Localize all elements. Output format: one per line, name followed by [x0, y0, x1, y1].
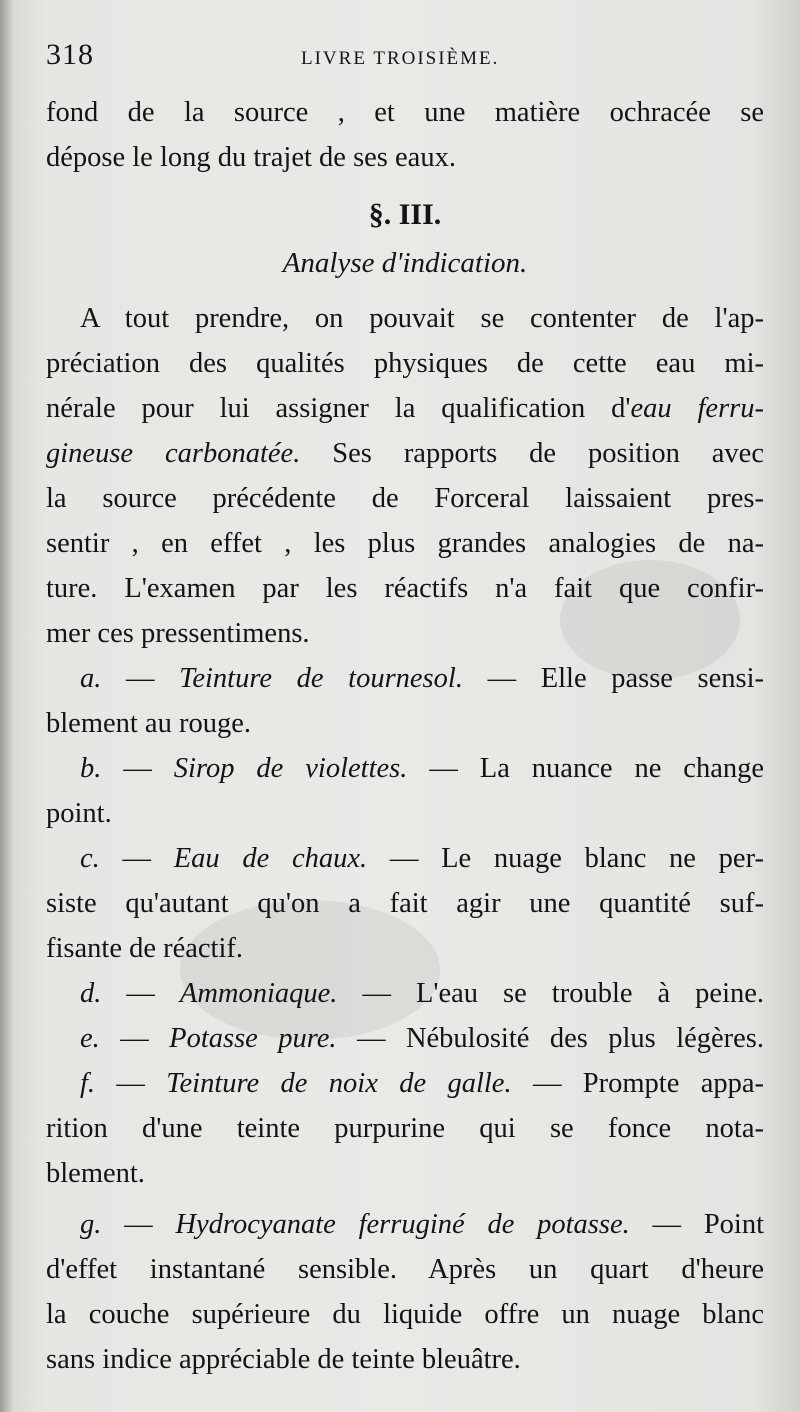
text-line: point. — [46, 798, 112, 829]
binding-shadow — [0, 0, 14, 1412]
reaction-result: Prompte appa- — [582, 1068, 765, 1099]
text-line: sentir , en effet , les plus grandes analogies de na- — [46, 528, 764, 559]
reaction-result: Elle passe sensi- — [540, 663, 765, 694]
page-body — [46, 90, 764, 1382]
text-line: sans indice appréciable de teinte bleuâtre. — [46, 1344, 521, 1375]
item-letter: f. — [80, 1068, 96, 1099]
item-letter: d. — [80, 978, 102, 1009]
text-line: la source précédente de Forceral laissaient pres- — [46, 483, 764, 514]
reagent-name: Hydrocyanate ferruginé de potasse. — [175, 1209, 630, 1240]
reagent-name: Eau de chaux. — [173, 843, 368, 874]
text-line — [46, 836, 764, 881]
reagent-name: Ammoniaque. — [179, 978, 338, 1009]
reaction-result: La nuance ne change — [479, 753, 764, 784]
text-line: dépose le long du trajet de ses eaux. — [46, 142, 456, 173]
reaction-result: Point — [703, 1209, 764, 1240]
reaction-result: Le nuage blanc ne per- — [441, 843, 764, 874]
item-letter: c. — [80, 843, 100, 874]
reaction-item-b — [46, 746, 764, 836]
text-line: siste qu'autant qu'on a fait agir une quantité suf- — [46, 888, 764, 919]
text-line — [46, 431, 764, 476]
text-line — [46, 1016, 764, 1061]
dash: — — [122, 843, 151, 874]
reagent-name: Sirop de violettes. — [173, 753, 408, 784]
dash: — — [126, 978, 155, 1009]
text-line — [46, 1202, 764, 1247]
dash: — — [357, 1023, 386, 1054]
text-line: blement au rouge. — [46, 708, 251, 739]
dash: — — [652, 1209, 682, 1240]
text-line: d'effet instantané sensible. Après un quart d'heure — [46, 1254, 764, 1285]
text-line: préciation des qualités physiques de cette eau mi- — [46, 348, 764, 379]
reaction-item-c — [46, 836, 764, 971]
reaction-item-d — [46, 971, 764, 1016]
text-line: blement. — [46, 1158, 145, 1189]
dash: — — [120, 1023, 149, 1054]
dash: — — [429, 753, 458, 784]
text-line: mer ces pressentimens. — [46, 618, 310, 649]
item-letter: e. — [80, 1023, 100, 1054]
text-span: Ses rapports de position avec — [300, 438, 764, 469]
text-line — [46, 1061, 764, 1106]
analysis-paragraph — [46, 296, 764, 656]
page-header — [46, 38, 756, 78]
reaction-item-g — [46, 1202, 764, 1382]
page-number: 318 — [46, 38, 94, 71]
dash: — — [389, 843, 419, 874]
reagent-name: Teinture de noix de galle. — [166, 1068, 512, 1099]
text-line — [46, 656, 764, 701]
text-line — [46, 746, 764, 791]
dash: — — [126, 663, 155, 694]
reaction-item-a — [46, 656, 764, 746]
text-line: la couche supérieure du liquide offre un nuage blanc — [46, 1299, 764, 1330]
item-letter: g. — [80, 1209, 102, 1240]
item-letter: a. — [80, 663, 102, 694]
reaction-result: Nébulosité des plus légères. — [405, 1023, 765, 1054]
dash: — — [116, 1068, 145, 1099]
text-line: fisante de réactif. — [46, 933, 244, 964]
reaction-item-e — [46, 1016, 764, 1061]
text-line: A tout prendre, on pouvait se contenter de l'ap- — [80, 303, 764, 334]
text-line — [46, 971, 764, 1016]
dash: — — [532, 1068, 562, 1099]
item-letter: b. — [80, 753, 102, 784]
dash: — — [124, 1209, 153, 1240]
text-span: nérale pour lui assigner la qualification d' — [46, 393, 631, 424]
text-line — [46, 386, 764, 431]
text-line: fond de la source , et une matière ochracée se — [46, 97, 764, 128]
dash: — — [362, 978, 391, 1009]
section-title: §. III. — [368, 198, 442, 231]
reaction-result: L'eau se trouble à peine. — [415, 978, 765, 1009]
italic-term: eau ferru- — [630, 393, 765, 424]
section-subtitle: Analyse d'indication. — [282, 247, 528, 279]
text-line: ture. L'examen par les réactifs n'a fait que confir- — [46, 573, 764, 604]
italic-term: gineuse carbonatée. — [46, 438, 301, 469]
reagent-name: Teinture de tournesol. — [179, 663, 463, 694]
text-line: rition d'une teinte purpurine qui se fonce nota- — [46, 1113, 764, 1144]
reaction-item-f — [46, 1061, 764, 1196]
running-head: LIVRE TROISIÈME. — [301, 48, 500, 69]
reagent-name: Potasse pure. — [169, 1023, 337, 1054]
dash: — — [123, 753, 152, 784]
dash: — — [487, 663, 517, 694]
